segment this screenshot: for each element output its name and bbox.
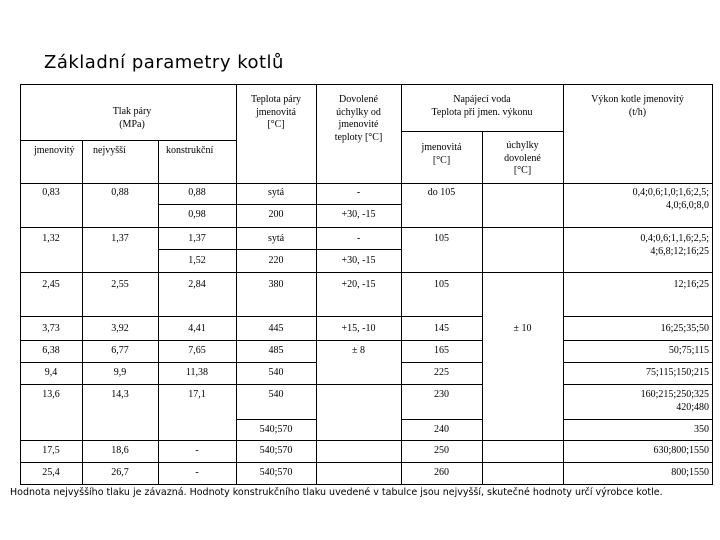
- table-cell: do 105: [427, 187, 456, 198]
- table-cell: 540;570: [259, 424, 293, 435]
- table-cell: 6,38: [42, 345, 60, 356]
- table-cell: 200: [268, 209, 284, 220]
- table-cell: 2,84: [188, 279, 206, 290]
- header-napajeci-voda: Napájecí voda Teplota při jmen. výkonu: [431, 94, 533, 118]
- table-cell: 250: [434, 445, 449, 456]
- table-cell: 1,37: [111, 233, 129, 244]
- header-tlak-pary: Tlak páry (MPa): [112, 106, 152, 130]
- table-cell: 18,6: [111, 445, 129, 456]
- page-title: Základní parametry kotlů: [44, 52, 284, 73]
- header-vykon: Výkon kotle jmenovitý (t/h): [591, 94, 684, 118]
- table-cell: 9,9: [113, 367, 127, 378]
- table-cell: 380: [268, 279, 284, 290]
- table-cell: 220: [268, 255, 284, 266]
- table-cell: 17,5: [42, 445, 60, 456]
- table-cell: 240: [434, 424, 449, 435]
- table-cell: 630;800;1550: [653, 445, 709, 456]
- table-cell: 12;16;25: [673, 279, 709, 290]
- uchylky-merged-cell: ± 10: [513, 323, 532, 334]
- table-cell: 160;215;250;325 420;480: [640, 389, 709, 413]
- table-cell: 105: [434, 279, 449, 290]
- table-cell: 2,45: [42, 279, 60, 290]
- table-cell: 230: [434, 389, 449, 400]
- table-cell: 14,3: [111, 389, 129, 400]
- table-cell: -: [356, 187, 361, 198]
- header-nv-jmenovita: jmenovitá [°C]: [421, 142, 462, 166]
- table-cell: 445: [268, 323, 284, 334]
- header-jmenovity: jmenovitý: [34, 145, 75, 156]
- table-cell: +30, -15: [341, 209, 376, 220]
- table-cell: 25,4: [42, 467, 60, 478]
- table-cell: 0,88: [111, 187, 129, 198]
- table-cell: 0,88: [188, 187, 206, 198]
- table-cell: 225: [434, 367, 449, 378]
- table-cell: +15, -10: [341, 323, 376, 334]
- table-cell: 0,83: [42, 187, 60, 198]
- footnote: Hodnota nejvyššího tlaku je závazná. Hodnoty konstrukčního tlaku uvedené v tabulce jsou nejvyšší, skutečné hodnoty určí výrobce kotle.: [10, 487, 663, 498]
- table-cell: 6,77: [111, 345, 129, 356]
- table-cell: 3,73: [42, 323, 60, 334]
- table-cell: 9,4: [44, 367, 58, 378]
- table-cell: 13,6: [42, 389, 60, 400]
- table-cell: 75;115;150;215: [646, 367, 709, 378]
- table-cell: ± 8: [352, 345, 365, 356]
- table-cell: 0,4;0,6;1,1,6;2,5; 4;6,8;12;16;25: [640, 233, 709, 257]
- header-dovolene-uchylky: Dovolené úchylky od jmenovité teploty [°C]: [334, 94, 383, 143]
- table-cell: 26,7: [111, 467, 129, 478]
- table-cell: 540;570: [259, 467, 293, 478]
- header-nv-uchylky: úchylky dovolené [°C]: [504, 140, 541, 176]
- table-cell: 1,37: [188, 233, 206, 244]
- table-cell: 540: [268, 367, 284, 378]
- table-cell: 17,1: [188, 389, 206, 400]
- table-cell: 540: [268, 389, 284, 400]
- table-cell: 3,92: [111, 323, 129, 334]
- table-cell: 260: [434, 467, 449, 478]
- header-teplota-pary: Teplota páry jmenovitá [°C]: [250, 94, 302, 130]
- table-cell: 2,55: [111, 279, 129, 290]
- table-cell: 1,32: [42, 233, 60, 244]
- table-cell: +20, -15: [341, 279, 376, 290]
- header-nejvyssi: nejvyšší: [93, 145, 126, 156]
- table-cell: 540;570: [259, 445, 293, 456]
- table-cell: 11,38: [185, 367, 209, 378]
- table-cell: 7,65: [188, 345, 206, 356]
- table-cell: +30, -15: [341, 255, 376, 266]
- table-cell: -: [195, 445, 199, 456]
- table-cell: 145: [434, 323, 449, 334]
- table-cell: sytá: [267, 187, 285, 198]
- table-cell: 105: [434, 233, 449, 244]
- table-cell: 165: [434, 345, 449, 356]
- table-cell: 485: [268, 345, 284, 356]
- table-cell: -: [195, 467, 199, 478]
- table-cell: 4,41: [188, 323, 206, 334]
- table-cell: 16;25;35;50: [660, 323, 709, 334]
- table-cell: 50;75;115: [668, 345, 709, 356]
- table-cell: 0,4;0,6;1,0;1,6;2,5; 4,0;6,0;8,0: [632, 187, 709, 211]
- table-cell: sytá: [267, 233, 285, 244]
- table-cell: -: [356, 233, 361, 244]
- table-cell: 0,98: [188, 209, 206, 220]
- table-cell: 350: [694, 424, 709, 435]
- header-konstrukcni: konstrukční: [166, 145, 214, 156]
- table-cell: 800;1550: [671, 467, 709, 478]
- table-cell: 1,52: [188, 255, 206, 266]
